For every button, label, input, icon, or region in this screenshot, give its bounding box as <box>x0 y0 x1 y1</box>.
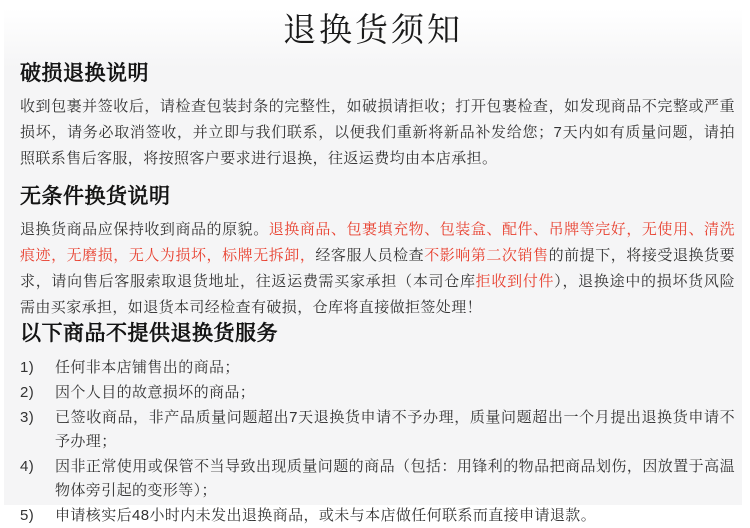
policy-list-item <box>20 455 735 503</box>
highlighted-text: 不影响第二次销售 <box>424 247 549 264</box>
policy-list-item <box>20 381 735 405</box>
list-item-text: 已签收商品，非产品质量问题超出7天退换货申请不予办理，质量问题超出一个月提出退换货申请不予办理； <box>55 409 735 450</box>
list-item-number: 5) <box>20 507 35 524</box>
body-text: 收到包裹并签收后，请检查包装封条的完整性，如破损请拒收；打开包裹检查，如发现商品不完整或严重损坏，请务必取消签收，并立即与我们联系，以便我们重新将新品补发给您；7天内如有质量问题，请拍照联系售后客服，将按照客户要求进行退换，往返运费均由本店承担。 <box>20 98 735 167</box>
list-item-text: 任何非本店铺售出的商品； <box>55 359 240 376</box>
body-text: 的前提下，将接受退换货要求，请向售后客服索取退货地址，往返运费需买家承担（本司仓库 <box>20 247 735 290</box>
policy-list-item <box>20 504 735 528</box>
body-text: 退换货商品应保持收到商品的原貌。 <box>20 221 269 238</box>
list-item-text: 因个人目的故意损坏的商品； <box>55 384 256 401</box>
list-item-number: 1) <box>20 359 35 376</box>
section-heading-unconditional-exchange: 无条件换货说明 <box>20 185 171 208</box>
list-item-number: 4) <box>20 458 35 475</box>
policy-list-item <box>20 406 735 454</box>
policy-list <box>20 356 735 528</box>
section-unconditional-exchange <box>20 184 735 321</box>
section-heading-no-return-items: 以下商品不提供退换货服务 <box>20 322 278 345</box>
paragraph-damage-return <box>20 94 735 172</box>
highlighted-text: 拒收到付件 <box>475 273 555 290</box>
body-text: ），退换途中的损坏货风险需由买家承担，如退货本司经检查有破损，仓库将直接做拒签处理！ <box>20 273 735 316</box>
page-title: 退换货须知 <box>283 11 463 48</box>
return-policy-panel <box>4 8 742 524</box>
list-item-number: 2) <box>20 384 35 401</box>
highlighted-text: 退换商品、包裹填充物、包装盒、配件、吊牌等完好，无使用、清洗痕迹，无磨损，无人为损坏，标牌无拆卸， <box>20 221 735 264</box>
list-item-text: 因非正常使用或保管不当导致出现质量问题的商品（包括：用锋利的物品把商品划伤，因放置于高温物体旁引起的变形等）； <box>55 458 735 499</box>
policy-content <box>4 61 742 528</box>
list-item-number: 3) <box>20 409 35 426</box>
section-heading-damage-return: 破损退换说明 <box>20 62 149 85</box>
section-no-return-items <box>20 321 735 528</box>
list-item-text: 申请核实后48小时内未发出退换商品，或未与本店做任何联系而直接申请退款。 <box>55 507 597 524</box>
paragraph-unconditional-exchange <box>20 217 735 321</box>
policy-list-item <box>20 356 735 380</box>
body-text: 经客服人员检查 <box>315 247 425 264</box>
section-damage-return <box>20 61 735 172</box>
